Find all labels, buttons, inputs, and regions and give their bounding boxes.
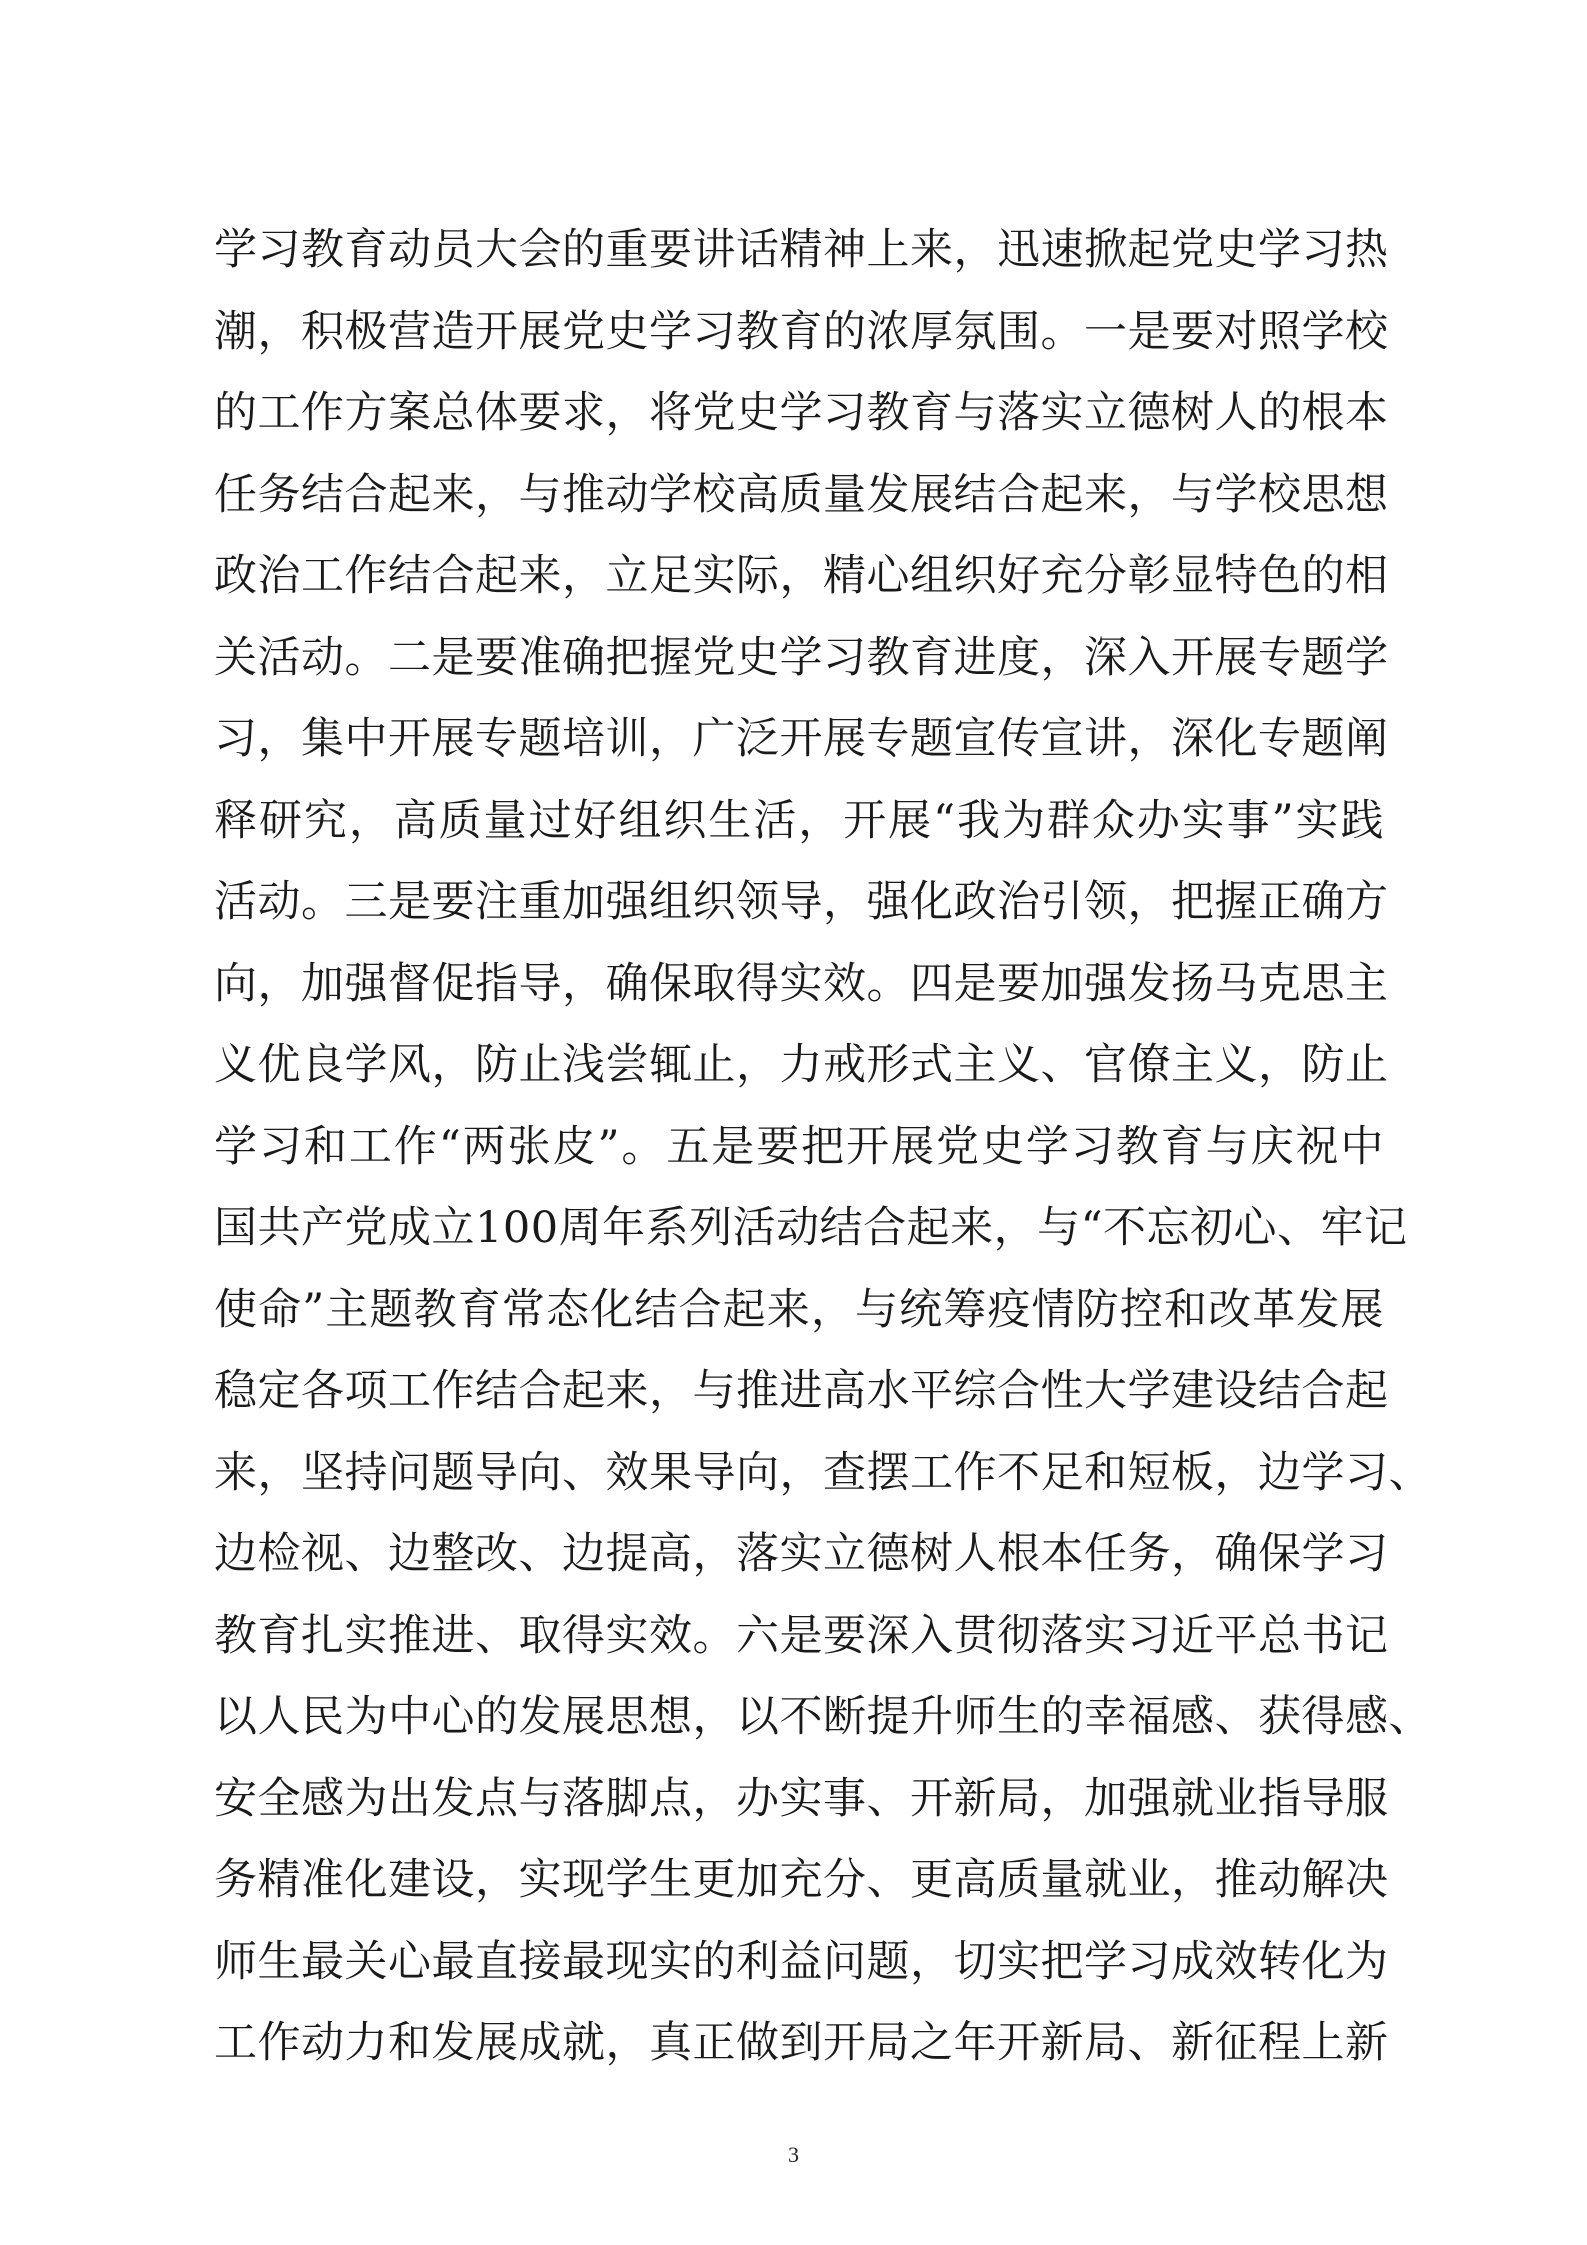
body-paragraph xyxy=(214,210,1432,2085)
text-line: 学习和工作“两张皮”。五是要把开展党史学习教育与庆祝中 xyxy=(214,1121,1384,1172)
text-line: 向，加强督促指导，确保取得实效。四是要加强发扬马克思主 xyxy=(214,958,1389,1009)
text-line: 国共产党成立100周年系列活动结合起来，与“不忘初心、牢记 xyxy=(214,1203,1408,1253)
text-line: 潮，积极营造开展党史学习教育的浓厚氛围。一是要对照学校 xyxy=(214,306,1389,357)
text-line: 任务结合起来，与推动学校高质量发展结合起来，与学校思想 xyxy=(214,469,1389,520)
text-line: 活动。三是要注重加强组织领导，强化政治引领，把握正确方 xyxy=(214,877,1389,927)
text-line: 的工作方案总体要求，将党史学习教育与落实立德树人的根本 xyxy=(214,388,1389,438)
text-line: 释研究，高质量过好组织生活，开展“我为群众办实事”实践 xyxy=(214,795,1384,846)
text-line: 务精准化建设，实现学生更加充分、更高质量就业，推动解决 xyxy=(214,1855,1389,1905)
text-line: 边检视、边整改、边提高，落实立德树人根本任务，确保学习 xyxy=(214,1529,1389,1579)
text-line: 义优良学风，防止浅尝辄止，力戒形式主义、官僚主义，防止 xyxy=(214,1040,1389,1090)
text-line: 关活动。二是要准确把握党史学习教育进度，深入开展专题学 xyxy=(214,632,1389,683)
text-line: 工作动力和发展成就，真正做到开局之年开新局、新征程上新 xyxy=(214,2018,1389,2068)
text-line: 来，坚持问题导向、效果导向，查摆工作不足和短板，边学习、 xyxy=(214,1447,1432,1498)
text-line: 习，集中开展专题培训，广泛开展专题宣传宣讲，深化专题阐 xyxy=(214,714,1389,764)
text-line: 师生最关心最直接最现实的利益问题，切实把学习成效转化为 xyxy=(214,1936,1389,1987)
text-line: 以人民为中心的发展思想，以不断提升师生的幸福感、获得感、 xyxy=(214,1692,1432,1742)
page-number: 3 xyxy=(788,2142,799,2167)
text-line: 教育扎实推进、取得实效。六是要深入贯彻落实习近平总书记 xyxy=(214,1610,1389,1661)
text-line: 政治工作结合起来，立足实际，精心组织好充分彰显特色的相 xyxy=(214,551,1389,601)
text-line: 安全感为出发点与落脚点，办实事、开新局，加强就业指导服 xyxy=(214,1773,1389,1824)
text-line: 学习教育动员大会的重要讲话精神上来，迅速掀起党史学习热 xyxy=(214,225,1389,275)
text-line: 使命”主题教育常态化结合起来，与统筹疫情防控和改革发展 xyxy=(214,1284,1384,1335)
text-line: 稳定各项工作结合起来，与推进高水平综合性大学建设结合起 xyxy=(214,1366,1389,1416)
